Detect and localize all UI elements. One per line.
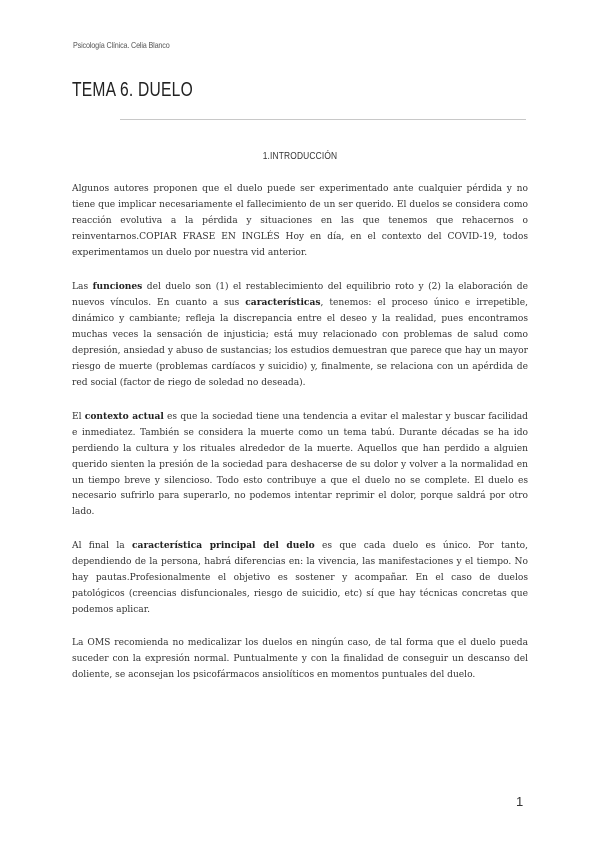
paragraph-intro: Algunos autores proponen que el duelo puede ser experimentado ante cualquier pérdida y no tiene que implicar necesariamente el fallecimiento de un ser querido. El duelos se considera como reacción evolutiva a la pérdida y situaciones en las que tenemos que rehacernos o reinventarnos.COPIAR FRASE EN INGLÉS Hoy en día, en el contexto del COVID-19, todos experimentamos un duelo por nuestra vid anterior. — [72, 184, 528, 258]
page-number: 1 — [516, 794, 524, 809]
bold-term: contexto actual — [84, 410, 164, 422]
paragraph-funciones — [72, 279, 528, 392]
paragraph-text: El — [72, 411, 85, 422]
paragraph-text: es que cada duelo es único. Por tanto, dependiendo de la persona, habrá diferencias en: la vivencia, las manifestaciones y el tiempo. No hay pautas.Profesionalmente el objetivo es sostener y acompañar. En el caso de duelos patológicos (creencias disfuncionales, riesgo de suicidio, etc) sí que hay técnicas concretas que podemos aplicar. — [72, 541, 529, 615]
title-divider — [120, 119, 526, 120]
page-title: TEMA 6. DUELO — [72, 79, 193, 101]
paragraph-contexto — [72, 409, 528, 521]
paragraph-text: Las — [72, 281, 93, 292]
bold-term: característica principal del duelo — [132, 540, 315, 552]
paragraph-oms: La OMS recomienda no medicalizar los duelos en ningún caso, de tal forma que el duelo pueda suceder con la expresión normal. Puntualmente y con la finalidad de conseguir un descanso del doliente, se aconsejan los psicofármacos ansiolíticos en momentos puntuales del duelo. — [72, 637, 528, 680]
paragraph-text: Al final la — [72, 541, 133, 552]
document-body — [72, 182, 528, 700]
paragraph-text: es que la sociedad tiene una tendencia a evitar el malestar y buscar facilidad e inmediatez. También se considera la muerte como un tema tabú. Durante décadas se ha ido perdiendo la cultura y los rituales alrededor de la muerte. Aquellos que han perdido a alguien querido sienten la presión de la sociedad para deshacerse de su dolor y volver a la normalidad en un tiempo breve y silencioso. Todo esto contribuye a que el duelo no se complete. El duelo es necesario sufrirlo para superarlo, no podemos intentar reprimir el dolor, porque saldrá por otro lado. — [72, 411, 528, 518]
running-header: Psicología Clínica. Celia Blanco — [73, 40, 170, 50]
section-heading: 1.INTRODUCCIÓN — [262, 150, 338, 162]
paragraph-text: , tenemos: el proceso único e irrepetible, dinámico y cambiante; refleja la discrepancia entre el deseo y la realidad, pues encontramos muchas veces la sensación de injusticia; está muy relacionado con problemas de salud como depresión, ansiedad y abuso de sustancias; los estudios demuestran que parece que hay un mayor riesgo de muerte (problemas cardíacos y suicidio) y, finalmente, se relaciona con un apérdida de red social (factor de riego de soledad no deseada). — [72, 298, 528, 388]
paragraph-caracteristica — [72, 538, 528, 619]
paragraph-text: del duelo son (1) el restablecimiento del equilibrio roto y (2) la elaboración de nuevos vínculos. En cuanto a sus — [72, 281, 528, 309]
bold-term: características — [245, 297, 321, 309]
bold-term: funciones — [92, 280, 143, 292]
